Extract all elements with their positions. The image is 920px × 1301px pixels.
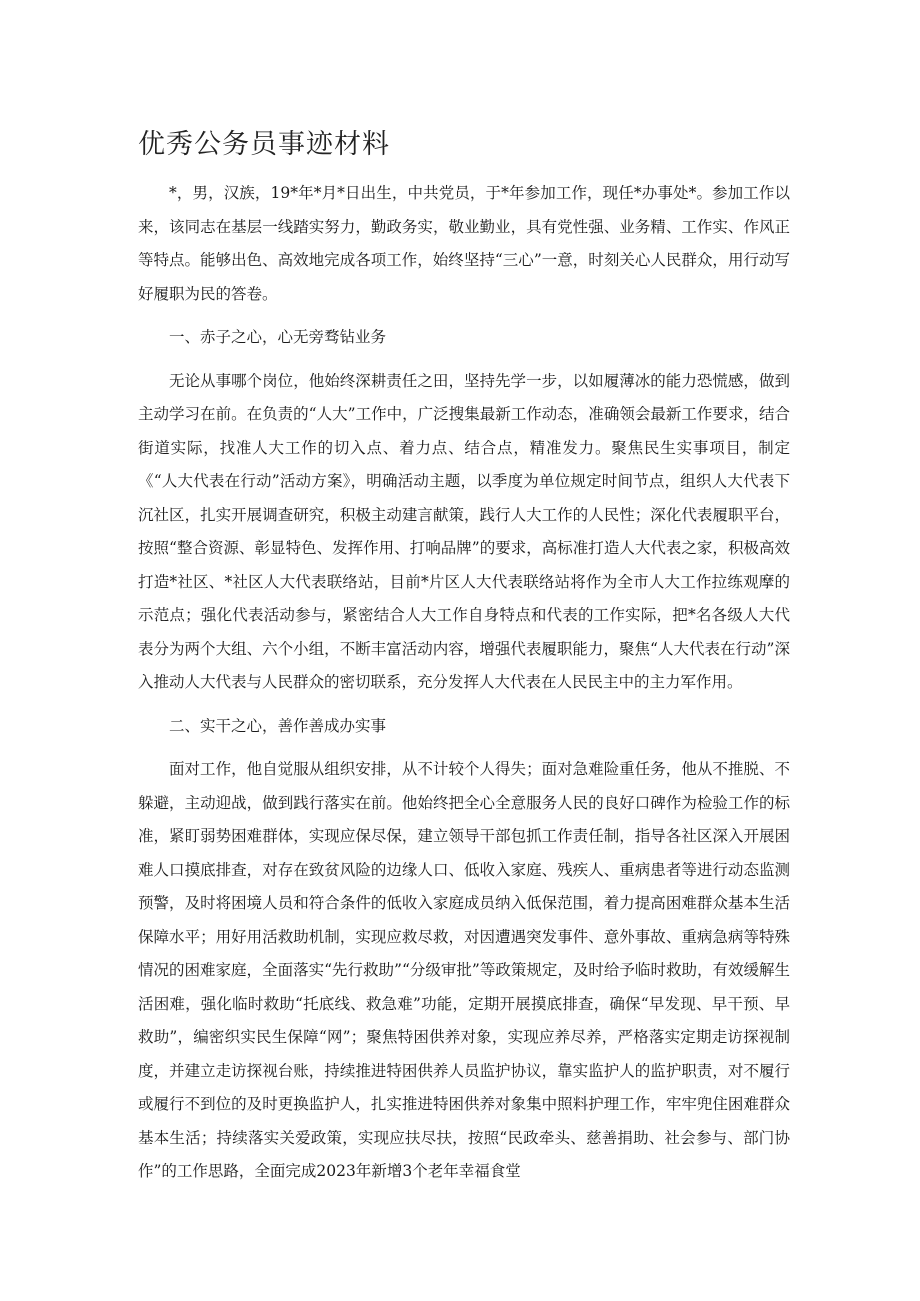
document-title: 优秀公务员事迹材料 (138, 129, 390, 160)
intro-paragraph: *，男，汉族，19*年*月*日出生，中共党员，于*年参加工作，现任*办事处*。参加工作以来，该同志在基层一线踏实努力，勤政务实，敬业勤业，具有党性强、业务精、工作实、作风正等特点。能够出色、高效地完成各项工作，始终坚持“三心”一意，时刻关心人民群众，用行动写好履职为民的答卷。 (138, 184, 790, 303)
section-2-paragraph: 面对工作，他自觉服从组织安排，从不计较个人得失；面对急难险重任务，他从不推脱、不躲避，主动迎战，做到践行落实在前。他始终把全心全意服务人民的良好口碑作为检验工作的标准，紧盯弱势困难群体，实现应保尽保，建立领导干部包抓工作责任制，指导各社区深入开展困难人口摸底排查，对存在致贫风险的边缘人口、低收入家庭、残疾人、重病患者等进行动态监测预警，及时将困境人员和符合条件的低收入家庭成员纳入低保范围，着力提高困难群众基本生活保障水平；用好用活救助机制，实现应救尽救，对因遭遇突发事件、意外事故、重病急病等特殊情况的困难家庭，全面落实“先行救助”“分级审批”等政策规定，及时给予临时救助，有效缓解生活困难，强化临时救助“托底线、救急难”功能，定期开展摸底排查，确保“早发现、早干预、早救助”，编密织实民生保障“网”；聚焦特困供养对象，实现应养尽养，严格落实定期走访探视制度，并建立走访探视台账，持续推进特困供养人员监护协议，靠实监护人的监护职责，对不履行或履行不到位的及时更换监护人，扎实推进特困供养对象集中照料护理工作，牢牢兜住困难群众基本生活；持续落实关爱政策，实现应扶尽扶，按照“民政牵头、慈善捐助、社会参与、部门协作”的工作思路，全面完成2023年新增3个老年幸福食堂 (138, 760, 790, 1180)
section-1-heading: 一、赤子之心，心无旁骛钻业务 (169, 328, 387, 346)
section-1-paragraph: 无论从事哪个岗位，他始终深耕责任之田，坚持先学一步，以如履薄冰的能力恐慌感，做到主动学习在前。在负责的“人大”工作中，广泛搜集最新工作动态，准确领会最新工作要求，结合街道实际，找准人大工作的切入点、着力点、结合点，精准发力。聚焦民生实事项目，制定《“人大代表在行动”活动方案》，明确活动主题，以季度为单位规定时间节点，组织人大代表下沉社区，扎实开展调查研究，积极主动建言献策，践行人大工作的人民性；深化代表履职平台，按照“整合资源、彰显特色、发挥作用、打响品牌”的要求，高标准打造人大代表之家，积极高效打造*社区、*社区人大代表联络站，目前*片区人大代表联络站将作为全市人大工作拉练观摩的示范点；强化代表活动参与，紧密结合人大工作自身特点和代表的工作实际，把*名各级人大代表分为两个大组、六个小组，不断丰富活动内容，增强代表履职能力，聚焦“人大代表在行动”深入推动人大代表与人民群众的密切联系，充分发挥人大代表在人民民主中的主力军作用。 (138, 371, 790, 691)
document-body (138, 177, 790, 1189)
section-2-heading: 二、实干之心，善作善成办实事 (169, 716, 387, 735)
